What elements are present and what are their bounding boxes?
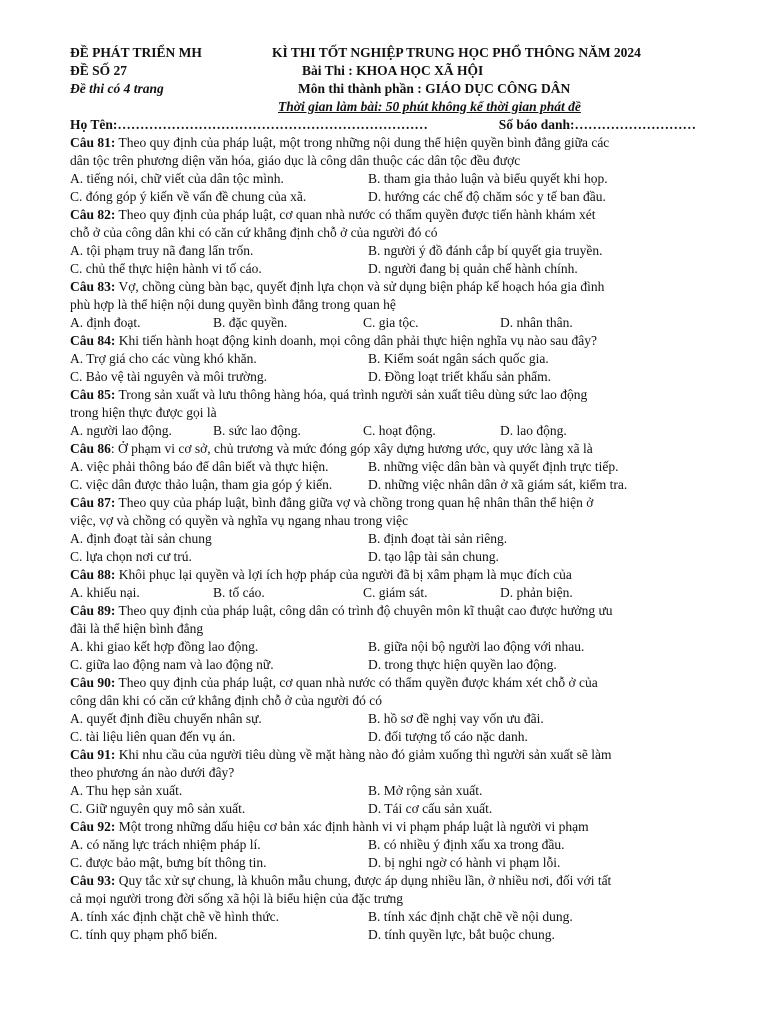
answer-option: C. tính quy phạm phổ biến. (70, 927, 218, 942)
question-stem-line (70, 890, 696, 908)
subject-label: Môn thi thành phần : GIÁO DỤC CÔNG DÂN (298, 81, 571, 96)
question-block (70, 386, 696, 440)
answer-option: A. khiếu nại. (70, 585, 140, 600)
answer-option: B. người ý đồ đánh cắp bí quyết gia truyền. (368, 243, 603, 258)
question-stem-line (70, 494, 696, 512)
question-number: Câu 83: (70, 279, 116, 294)
question-list (70, 134, 696, 944)
question-block (70, 440, 696, 494)
question-stem-line (70, 152, 696, 170)
question-block (70, 566, 696, 602)
question-stem-line (70, 440, 696, 458)
question-stem-line (70, 566, 696, 584)
question-stem-line (70, 386, 696, 404)
answer-option: D. tính quyền lực, bắt buộc chung. (368, 927, 555, 942)
candidate-info-row (70, 116, 696, 134)
answer-option: C. Bảo vệ tài nguyên và môi trường. (70, 369, 268, 384)
question-text: Trong sản xuất và lưu thông hàng hóa, quá trình người sản xuất tiêu dùng sức lao động (115, 387, 588, 402)
question-stem-line (70, 746, 696, 764)
question-stem-line (70, 692, 696, 710)
answer-option: A. tiếng nói, chữ viết của dân tộc mình. (70, 171, 284, 186)
question-text: Theo quy của pháp luật, bình đẳng giữa vợ và chồng trong quan hệ nhân thân thể hiện ở (115, 495, 594, 510)
question-text: : Ở phạm vi cơ sở, chủ trương và mức đóng góp xây dựng hương ước, quy ước làng xã là (110, 441, 593, 456)
answer-option: C. gia tộc. (363, 315, 419, 330)
question-text: phù hợp là thể hiện nội dung quyền bình đẳng trong quan hệ (70, 297, 396, 312)
answer-option: A. Trợ giá cho các vùng khó khăn. (70, 351, 257, 366)
answer-row (70, 170, 696, 188)
answer-option: B. những việc dân bàn và quyết định trực tiếp. (368, 459, 619, 474)
answer-option: C. hoạt động. (363, 423, 436, 438)
answer-row (70, 458, 696, 476)
question-stem-line (70, 134, 696, 152)
question-stem-line (70, 296, 696, 314)
answer-row (70, 584, 696, 602)
question-text: trong hiện thực được gọi là (70, 405, 217, 420)
header-row-4 (70, 98, 696, 116)
answer-option: C. giám sát. (363, 585, 428, 600)
answer-option: C. lựa chọn nơi cư trú. (70, 549, 192, 564)
answer-row (70, 422, 696, 440)
exam-name: Bài Thi : KHOA HỌC XÃ HỘI (302, 63, 484, 78)
candidate-name-field: Họ Tên:…………………………………………………………… (70, 117, 428, 132)
answer-option: B. giữa nội bộ người lao động với nhau. (368, 639, 585, 654)
question-text: chỗ ở của công dân khi có căn cứ khẳng định chỗ ở của người đó có (70, 225, 438, 240)
answer-option: D. lao động. (500, 423, 567, 438)
question-text: Khi tiến hành hoạt động kinh doanh, mọi công dân phải thực hiện nghĩa vụ nào sau đây? (115, 333, 597, 348)
question-text: Theo quy định của pháp luật, cơ quan nhà nước có thẩm quyền được tiến hành khám xét (115, 207, 596, 222)
answer-option: D. đối tượng tố cáo nặc danh. (368, 729, 528, 744)
question-stem-line (70, 764, 696, 782)
answer-option: A. định đoạt tài sản chung (70, 531, 212, 546)
question-stem-line (70, 206, 696, 224)
answer-option: C. chủ thể thực hiện hành vi tố cáo. (70, 261, 262, 276)
question-text: việc, vợ và chồng có quyền và nghĩa vụ ngang nhau trong việc (70, 513, 409, 528)
answer-row (70, 638, 696, 656)
question-text: Theo quy định của pháp luật, một trong những nội dung thể hiện quyền bình đẳng giữa các (115, 135, 610, 150)
question-text: theo phương án nào dưới đây? (70, 765, 235, 780)
question-text: Khôi phục lại quyền và lợi ích hợp pháp của người đã bị xâm phạm là mục đích của (115, 567, 572, 582)
question-block (70, 134, 696, 206)
answer-row (70, 854, 696, 872)
question-text: công dân khi có căn cứ khẳng định chỗ ở của người đó có (70, 693, 382, 708)
answer-option: B. có nhiều ý định xấu xa trong đầu. (368, 837, 565, 852)
answer-option: A. có năng lực trách nhiệm pháp lí. (70, 837, 261, 852)
answer-option: B. Mở rộng sản xuất. (368, 783, 483, 798)
time-limit-note: Thời gian làm bài: 50 phút không kể thời gian phát đề (278, 99, 581, 114)
answer-row (70, 908, 696, 926)
answer-row (70, 926, 696, 944)
answer-row (70, 350, 696, 368)
question-stem-line (70, 404, 696, 422)
answer-option: D. Tái cơ cấu sản xuất. (368, 801, 493, 816)
question-text: Quy tắc xử sự chung, là khuôn mẫu chung, được áp dụng nhiều lần, ở nhiều nơi, đối với tất (115, 873, 612, 888)
question-stem-line (70, 872, 696, 890)
exam-code-label: ĐỀ SỐ 27 (70, 63, 128, 78)
answer-option: A. Thu hẹp sản xuất. (70, 783, 183, 798)
answer-option: A. tính xác định chặt chẽ về hình thức. (70, 909, 280, 924)
answer-option: D. tạo lập tài sản chung. (368, 549, 499, 564)
answer-option: D. những việc nhân dân ở xã giám sát, kiểm tra. (368, 477, 628, 492)
question-text: cả mọi người trong đời sống xã hội là biểu hiện của đặc trưng (70, 891, 403, 906)
answer-option: C. giữa lao động nam và lao động nữ. (70, 657, 274, 672)
header-row-3 (70, 80, 696, 98)
question-block (70, 494, 696, 566)
question-stem-line (70, 278, 696, 296)
answer-option: C. việc dân được thảo luận, tham gia góp ý kiến. (70, 477, 333, 492)
answer-option: D. bị nghi ngờ có hành vi phạm lỗi. (368, 855, 561, 870)
answer-option: B. định đoạt tài sản riêng. (368, 531, 508, 546)
question-block (70, 674, 696, 746)
answer-row (70, 836, 696, 854)
question-number: Câu 85: (70, 387, 116, 402)
answer-row (70, 476, 696, 494)
question-block (70, 872, 696, 944)
answer-option: A. người lao động. (70, 423, 172, 438)
question-block (70, 206, 696, 278)
question-text: Một trong những dấu hiệu cơ bản xác định hành vi vi phạm pháp luật là người vi phạm (115, 819, 589, 834)
answer-row (70, 530, 696, 548)
answer-option: A. tội phạm truy nã đang lẩn trốn. (70, 243, 254, 258)
question-block (70, 818, 696, 872)
answer-option: D. trong thực hiện quyền lao động. (368, 657, 557, 672)
answer-row (70, 800, 696, 818)
answer-option: B. Kiểm soát ngân sách quốc gia. (368, 351, 549, 366)
answer-row (70, 548, 696, 566)
answer-row (70, 242, 696, 260)
question-stem-line (70, 818, 696, 836)
exam-page (70, 44, 696, 944)
question-block (70, 332, 696, 386)
answer-option: C. Giữ nguyên quy mô sản xuất. (70, 801, 246, 816)
answer-option: A. việc phải thông báo để dân biết và thực hiện. (70, 459, 329, 474)
answer-option: D. Đồng loạt triết khấu sản phẩm. (368, 369, 551, 384)
question-number: Câu 91: (70, 747, 116, 762)
answer-option: B. sức lao động. (213, 423, 301, 438)
question-number: Câu 90: (70, 675, 116, 690)
question-number: Câu 88: (70, 567, 116, 582)
answer-option: D. phản biện. (500, 585, 573, 600)
question-block (70, 746, 696, 818)
answer-option: A. khi giao kết hợp đồng lao động. (70, 639, 259, 654)
answer-option: B. đặc quyền. (213, 315, 288, 330)
question-block (70, 278, 696, 332)
exam-title: KÌ THI TỐT NGHIỆP TRUNG HỌC PHỔ THÔNG NĂM 2024 (272, 45, 641, 60)
question-number: Câu 87: (70, 495, 116, 510)
answer-option: D. người đang bị quản chế hành chính. (368, 261, 578, 276)
answer-option: C. được bảo mật, bưng bít thông tin. (70, 855, 267, 870)
exam-series-label: ĐỀ PHÁT TRIỂN MH (70, 45, 202, 60)
question-number: Câu 81: (70, 135, 116, 150)
question-text: Theo quy định của pháp luật, cơ quan nhà nước có thẩm quyền được khám xét chỗ ở của (115, 675, 598, 690)
question-stem-line (70, 512, 696, 530)
answer-row (70, 656, 696, 674)
question-number: Câu 92: (70, 819, 116, 834)
answer-option: B. tham gia thảo luận và biểu quyết khi họp. (368, 171, 608, 186)
question-number: Câu 82: (70, 207, 116, 222)
answer-row (70, 260, 696, 278)
question-text: đãi là thể hiện bình đẳng (70, 621, 204, 636)
question-number: Câu 86 (70, 441, 111, 456)
answer-option: B. hồ sơ đề nghị vay vốn ưu đãi. (368, 711, 544, 726)
answer-option: A. quyết định điều chuyển nhân sự. (70, 711, 262, 726)
answer-row (70, 314, 696, 332)
answer-option: A. định đoạt. (70, 315, 141, 330)
answer-option: B. tố cáo. (213, 585, 265, 600)
question-stem-line (70, 620, 696, 638)
question-stem-line (70, 674, 696, 692)
candidate-id-field: Số báo danh:……………………… (498, 117, 696, 132)
question-text: Vợ, chồng cùng bàn bạc, quyết định lựa chọn và sử dụng biện pháp kế hoạch hóa gia đình (115, 279, 605, 294)
question-stem-line (70, 602, 696, 620)
answer-option: B. tính xác định chặt chẽ về nội dung. (368, 909, 573, 924)
answer-option: C. tài liệu liên quan đến vụ án. (70, 729, 236, 744)
answer-option: D. hướng các chế độ chăm sóc y tế ban đầu. (368, 189, 606, 204)
question-text: Theo quy định của pháp luật, công dân có trình độ chuyên môn kĩ thuật cao được hưởng ưu (115, 603, 613, 618)
header-row-2 (70, 62, 696, 80)
answer-row (70, 710, 696, 728)
question-text: dân tộc trên phương diện văn hóa, giáo dục là công dân thuộc các dân tộc đều được (70, 153, 521, 168)
answer-row (70, 188, 696, 206)
answer-row (70, 728, 696, 746)
question-number: Câu 84: (70, 333, 116, 348)
page-count-note: Đề thi có 4 trang (70, 81, 164, 96)
question-number: Câu 89: (70, 603, 116, 618)
answer-option: C. đóng góp ý kiến về vấn đề chung của xã. (70, 189, 307, 204)
question-number: Câu 93: (70, 873, 116, 888)
question-text: Khi nhu cầu của người tiêu dùng về mặt hàng nào đó giảm xuống thì người sản xuất sẽ làm (115, 747, 612, 762)
question-stem-line (70, 224, 696, 242)
question-block (70, 602, 696, 674)
answer-row (70, 782, 696, 800)
question-stem-line (70, 332, 696, 350)
answer-option: D. nhân thân. (500, 315, 573, 330)
answer-row (70, 368, 696, 386)
header-row-1 (70, 44, 696, 62)
